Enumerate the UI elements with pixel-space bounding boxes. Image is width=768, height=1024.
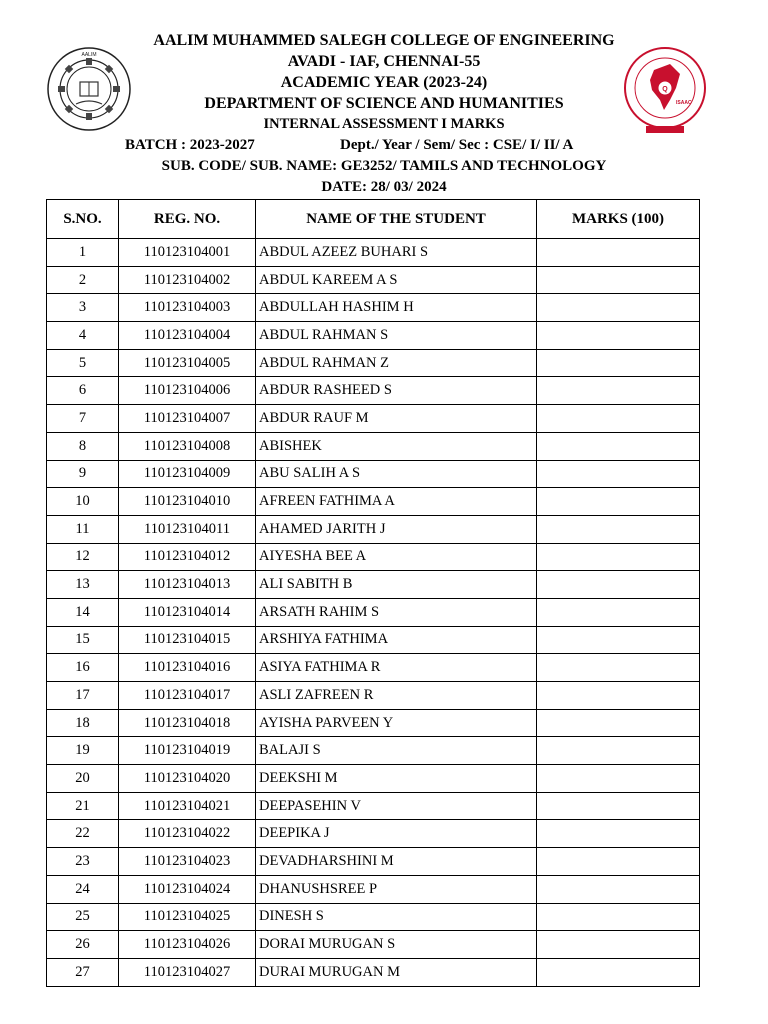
cell-sno: 25 [47,903,119,931]
table-row [47,820,700,848]
cell-reg-no: 110123104020 [119,765,256,793]
cell-marks[interactable] [537,848,700,876]
table-row [47,239,700,267]
cell-marks[interactable] [537,654,700,682]
svg-text:Q: Q [662,86,668,93]
cell-reg-no: 110123104006 [119,377,256,405]
cell-sno: 16 [47,654,119,682]
department-name: DEPARTMENT OF SCIENCE AND HUMANITIES [204,95,564,112]
cell-sno: 17 [47,682,119,710]
cell-reg-no: 110123104018 [119,709,256,737]
cell-student-name: ALI SABITH B [256,571,537,599]
subject-info: SUB. CODE/ SUB. NAME: GE3252/ TAMILS AND TECHNOLOGY [161,158,607,174]
cell-student-name: ABISHEK [256,432,537,460]
cell-student-name: ABDUL RAHMAN S [256,322,537,350]
cell-reg-no: 110123104012 [119,543,256,571]
cell-student-name: ASLI ZAFREEN R [256,682,537,710]
cell-sno: 3 [47,294,119,322]
cell-student-name: DEEKSHI M [256,765,537,793]
cell-reg-no: 110123104022 [119,820,256,848]
cell-student-name: ABDUL AZEEZ BUHARI S [256,239,537,267]
cell-reg-no: 110123104001 [119,239,256,267]
cell-sno: 15 [47,626,119,654]
header-student-name: NAME OF THE STUDENT [256,200,537,239]
cell-reg-no: 110123104003 [119,294,256,322]
table-row [47,543,700,571]
table-row [47,682,700,710]
cell-marks[interactable] [537,820,700,848]
cell-sno: 22 [47,820,119,848]
cell-sno: 12 [47,543,119,571]
cell-sno: 14 [47,598,119,626]
cell-marks[interactable] [537,322,700,350]
cell-marks[interactable] [537,626,700,654]
cell-sno: 6 [47,377,119,405]
table-row [47,958,700,986]
table-row [47,903,700,931]
cell-reg-no: 110123104027 [119,958,256,986]
table-header-row [47,200,700,239]
cell-sno: 10 [47,488,119,516]
college-name: AALIM MUHAMMED SALEGH COLLEGE OF ENGINEERING [153,32,615,49]
cell-student-name: ARSATH RAHIM S [256,598,537,626]
cell-reg-no: 110123104010 [119,488,256,516]
cell-student-name: ABDULLAH HASHIM H [256,294,537,322]
cell-sno: 27 [47,958,119,986]
cell-marks[interactable] [537,294,700,322]
cell-sno: 18 [47,709,119,737]
header-reg-no: REG. NO. [119,200,256,239]
batch-info: BATCH : 2023-2027 [125,137,255,153]
cell-student-name: ABDUL KAREEM A S [256,266,537,294]
cell-marks[interactable] [537,792,700,820]
table-row [47,792,700,820]
cell-reg-no: 110123104005 [119,349,256,377]
cell-student-name: ARSHIYA FATHIMA [256,626,537,654]
cell-reg-no: 110123104007 [119,405,256,433]
cell-sno: 4 [47,322,119,350]
table-row [47,432,700,460]
table-row [47,294,700,322]
cell-student-name: AIYESHA BEE A [256,543,537,571]
cell-sno: 26 [47,931,119,959]
cell-marks[interactable] [537,543,700,571]
cell-reg-no: 110123104024 [119,875,256,903]
table-row [47,737,700,765]
cell-reg-no: 110123104008 [119,432,256,460]
cell-marks[interactable] [537,931,700,959]
cell-marks[interactable] [537,598,700,626]
cell-sno: 5 [47,349,119,377]
cell-student-name: ABDUR RAUF M [256,405,537,433]
svg-text:AALIM: AALIM [81,52,97,58]
cell-marks[interactable] [537,239,700,267]
table-row [47,654,700,682]
cell-reg-no: 110123104014 [119,598,256,626]
cell-reg-no: 110123104016 [119,654,256,682]
cell-sno: 24 [47,875,119,903]
cell-sno: 21 [47,792,119,820]
academic-year: ACADEMIC YEAR (2023-24) [280,74,488,91]
cell-student-name: AHAMED JARITH J [256,515,537,543]
cell-student-name: DURAI MURUGAN M [256,958,537,986]
cell-sno: 11 [47,515,119,543]
table-row [47,349,700,377]
cell-sno: 1 [47,239,119,267]
cell-marks[interactable] [537,432,700,460]
cell-student-name: DINESH S [256,903,537,931]
header-marks: MARKS (100) [537,200,700,239]
table-row [47,377,700,405]
cell-marks[interactable] [537,903,700,931]
cell-marks[interactable] [537,682,700,710]
table-row [47,765,700,793]
cell-reg-no: 110123104009 [119,460,256,488]
cell-sno: 19 [47,737,119,765]
table-row [47,488,700,516]
table-row [47,322,700,350]
cell-reg-no: 110123104011 [119,515,256,543]
cell-reg-no: 110123104023 [119,848,256,876]
cell-student-name: DEEPASEHIN V [256,792,537,820]
table-row [47,460,700,488]
cell-reg-no: 110123104019 [119,737,256,765]
college-address: AVADI - IAF, CHENNAI-55 [287,53,481,70]
cell-sno: 8 [47,432,119,460]
document-header [0,30,768,198]
cell-marks[interactable] [537,349,700,377]
cell-reg-no: 110123104021 [119,792,256,820]
cell-sno: 20 [47,765,119,793]
cell-marks[interactable] [537,405,700,433]
table-row [47,515,700,543]
table-row [47,931,700,959]
header-sno: S.NO. [47,200,119,239]
cell-marks[interactable] [537,709,700,737]
cell-marks[interactable] [537,488,700,516]
cell-student-name: DHANUSHSREE P [256,875,537,903]
cell-student-name: ABDUR RASHEED S [256,377,537,405]
cell-reg-no: 110123104002 [119,266,256,294]
svg-text:ISAAC: ISAAC [676,100,692,106]
cell-student-name: ASIYA FATHIMA R [256,654,537,682]
cell-marks[interactable] [537,460,700,488]
cell-student-name: ABDUL RAHMAN Z [256,349,537,377]
assessment-date: DATE: 28/ 03/ 2024 [321,179,447,195]
cell-sno: 2 [47,266,119,294]
cell-student-name: AYISHA PARVEEN Y [256,709,537,737]
cell-marks[interactable] [537,765,700,793]
table-row [47,709,700,737]
cell-reg-no: 110123104025 [119,903,256,931]
cell-student-name: DORAI MURUGAN S [256,931,537,959]
cell-marks[interactable] [537,571,700,599]
cell-student-name: BALAJI S [256,737,537,765]
cell-sno: 13 [47,571,119,599]
cell-marks[interactable] [537,737,700,765]
table-row [47,571,700,599]
cell-student-name: DEVADHARSHINI M [256,848,537,876]
cell-marks[interactable] [537,266,700,294]
cell-student-name: AFREEN FATHIMA A [256,488,537,516]
cell-marks[interactable] [537,875,700,903]
table-row [47,875,700,903]
cell-marks[interactable] [537,515,700,543]
table-row [47,266,700,294]
dept-year-sem-sec: Dept./ Year / Sem/ Sec : CSE/ I/ II/ A [340,137,574,153]
cell-student-name: DEEPIKA J [256,820,537,848]
cell-reg-no: 110123104026 [119,931,256,959]
table-row [47,848,700,876]
table-row [47,598,700,626]
cell-marks[interactable] [537,377,700,405]
table-row [47,405,700,433]
cell-reg-no: 110123104013 [119,571,256,599]
table-row [47,626,700,654]
cell-sno: 9 [47,460,119,488]
cell-student-name: ABU SALIH A S [256,460,537,488]
marks-table [46,199,700,987]
cell-reg-no: 110123104015 [119,626,256,654]
cell-reg-no: 110123104004 [119,322,256,350]
cell-reg-no: 110123104017 [119,682,256,710]
assessment-title: INTERNAL ASSESSMENT I MARKS [263,116,505,132]
cell-sno: 7 [47,405,119,433]
cell-marks[interactable] [537,958,700,986]
batch-line [0,135,768,156]
cell-sno: 23 [47,848,119,876]
